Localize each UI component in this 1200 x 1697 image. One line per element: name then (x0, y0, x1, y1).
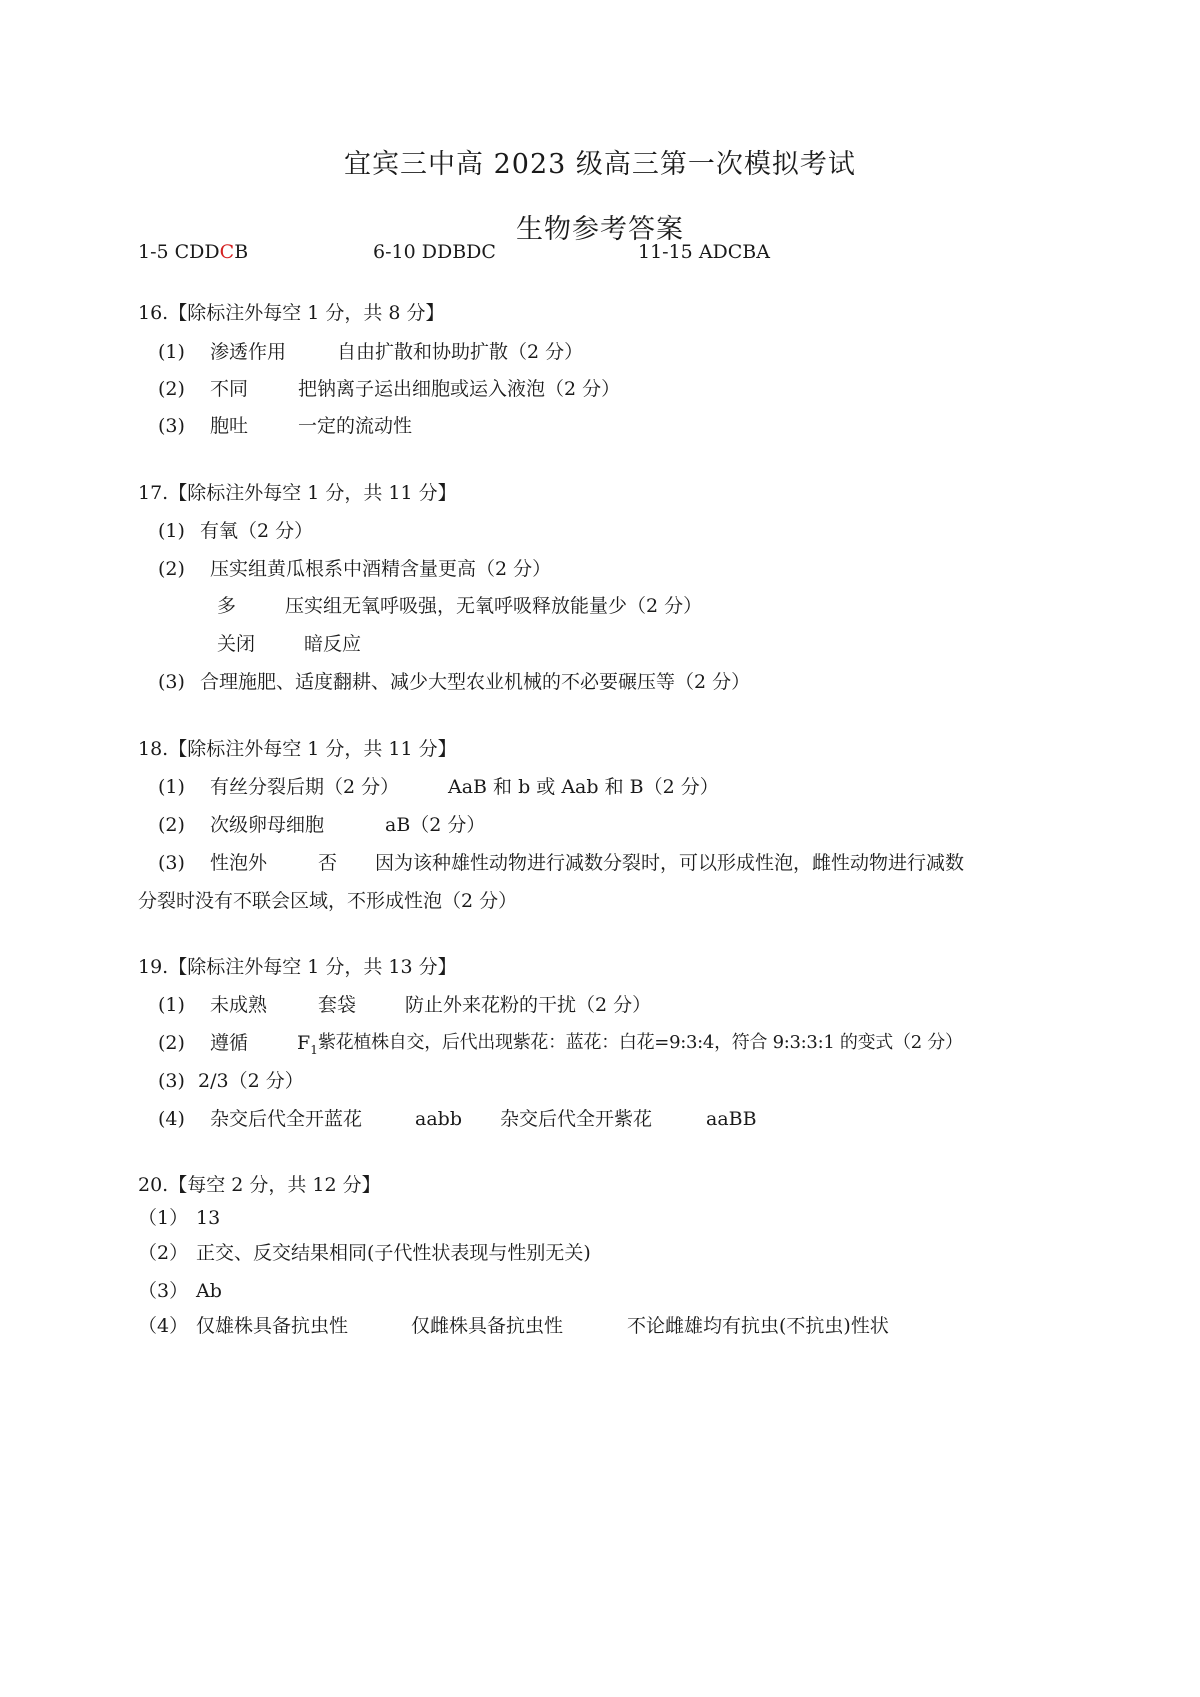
q19-r2-num: (2) (158, 1032, 185, 1054)
mc-group-1 (138, 240, 248, 264)
q19-r1-c: 防止外来花粉的干扰（2 分） (405, 994, 652, 1016)
q17-header: 17.【除标注外每空 1 分，共 11 分】 (138, 482, 457, 504)
q18-r2-a: 次级卵母细胞 (210, 814, 325, 836)
q20-r3-a: Ab (196, 1280, 222, 1302)
q19-r4-a: 杂交后代全开蓝花 (210, 1108, 363, 1130)
q20-r2-num: （2） (138, 1242, 189, 1264)
q18-r3-a: 性泡外 (210, 852, 268, 874)
q19-r2-f: F (297, 1032, 311, 1054)
q20-r2-a: 正交、反交结果相同(子代性状表现与性别无关) (196, 1242, 591, 1264)
q17-r2b-b: 压实组无氧呼吸强，无氧呼吸释放能量少（2 分） (285, 595, 703, 617)
mc-group-2: 6-10 DDBDC (373, 241, 496, 263)
q18-r3-b: 否 (318, 852, 338, 874)
q17-r2c-b: 暗反应 (304, 633, 362, 655)
q18-r3-d: 分裂时没有不联会区域，不形成性泡（2 分） (138, 890, 518, 912)
q16-r1-b: 自由扩散和协助扩散（2 分） (337, 341, 584, 363)
q19-r4-d: aaBB (706, 1108, 757, 1130)
q19-r1-a: 未成熟 (210, 994, 268, 1016)
q17-r1-a: 有氧（2 分） (200, 520, 314, 542)
q18-r1-a: 有丝分裂后期（2 分） (210, 776, 400, 798)
q20-r1-num: （1） (138, 1207, 189, 1229)
q18-r2-b: aB（2 分） (385, 814, 486, 836)
q17-r1-num: (1) (158, 520, 185, 542)
q16-r3-b: 一定的流动性 (298, 415, 413, 437)
mc-group-1-answers-a: CDD (174, 241, 220, 263)
q17-r2c-a: 关闭 (217, 633, 256, 655)
q16-r2-b: 把钠离子运出细胞或运入液泡（2 分） (298, 378, 621, 400)
q18-r3-num: (3) (158, 852, 185, 874)
q19-r2-fsub: 1 (310, 1042, 318, 1057)
mc-group-1-label: 1-5 (138, 241, 175, 263)
q18-r1-b: AaB 和 b 或 Aab 和 B（2 分） (448, 776, 719, 798)
q18-header: 18.【除标注外每空 1 分，共 11 分】 (138, 738, 457, 760)
q18-r1-num: (1) (158, 776, 185, 798)
q17-r2-num: (2) (158, 558, 185, 580)
mc-group-1-highlight: C (219, 241, 235, 263)
q16-r2-a: 不同 (210, 378, 249, 400)
q17-r3-a: 合理施肥、适度翻耕、减少大型农业机械的不必要碾压等（2 分） (200, 671, 751, 693)
page-title: 宜宾三中高 2023 级高三第一次模拟考试 (344, 149, 856, 180)
page-subtitle: 生物参考答案 (516, 214, 684, 245)
q17-r3-num: (3) (158, 671, 185, 693)
q18-r3-c: 因为该种雄性动物进行减数分裂时，可以形成性泡，雌性动物进行减数 (375, 852, 965, 874)
q19-r3-num: (3) (158, 1070, 185, 1092)
mc-group-1-answers-b: B (234, 241, 249, 263)
q20-r4-num: （4） (138, 1315, 189, 1337)
q17-r2b-a: 多 (217, 595, 237, 617)
q20-header: 20.【每空 2 分，共 12 分】 (138, 1174, 381, 1196)
q18-r2-num: (2) (158, 814, 185, 836)
q20-r3-num: （3） (138, 1280, 189, 1302)
q20-r4-c: 不论雌雄均有抗虫(不抗虫)性状 (627, 1315, 889, 1337)
q19-header: 19.【除标注外每空 1 分，共 13 分】 (138, 956, 457, 978)
q17-r2-a: 压实组黄瓜根系中酒精含量更高（2 分） (210, 558, 552, 580)
q19-r1-b: 套袋 (318, 994, 357, 1016)
q16-r1-a: 渗透作用 (210, 341, 287, 363)
q19-r1-num: (1) (158, 994, 185, 1016)
q16-r2-num: (2) (158, 378, 185, 400)
q20-r4-a: 仅雄株具备抗虫性 (196, 1315, 349, 1337)
q19-r2-b: 紫花植株自交，后代出现紫花：蓝花：白花=9:3:4，符合 9:3:3:1 的变式（2 分） (318, 1032, 963, 1053)
q19-r4-c: 杂交后代全开紫花 (500, 1108, 653, 1130)
q19-r2-f1 (297, 1031, 318, 1062)
q16-r3-a: 胞吐 (210, 415, 249, 437)
q19-r2-a: 遵循 (210, 1032, 249, 1054)
mc-group-3: 11-15 ADCBA (638, 241, 770, 263)
q20-r4-b: 仅雌株具备抗虫性 (411, 1315, 564, 1337)
q19-r3-a: 2/3（2 分） (198, 1070, 304, 1092)
q16-r3-num: (3) (158, 415, 185, 437)
q20-r1-a: 13 (196, 1207, 221, 1229)
q19-r4-b: aabb (415, 1108, 462, 1130)
q16-header: 16.【除标注外每空 1 分，共 8 分】 (138, 302, 445, 324)
q19-r4-num: (4) (158, 1108, 185, 1130)
q16-r1-num: (1) (158, 341, 185, 363)
